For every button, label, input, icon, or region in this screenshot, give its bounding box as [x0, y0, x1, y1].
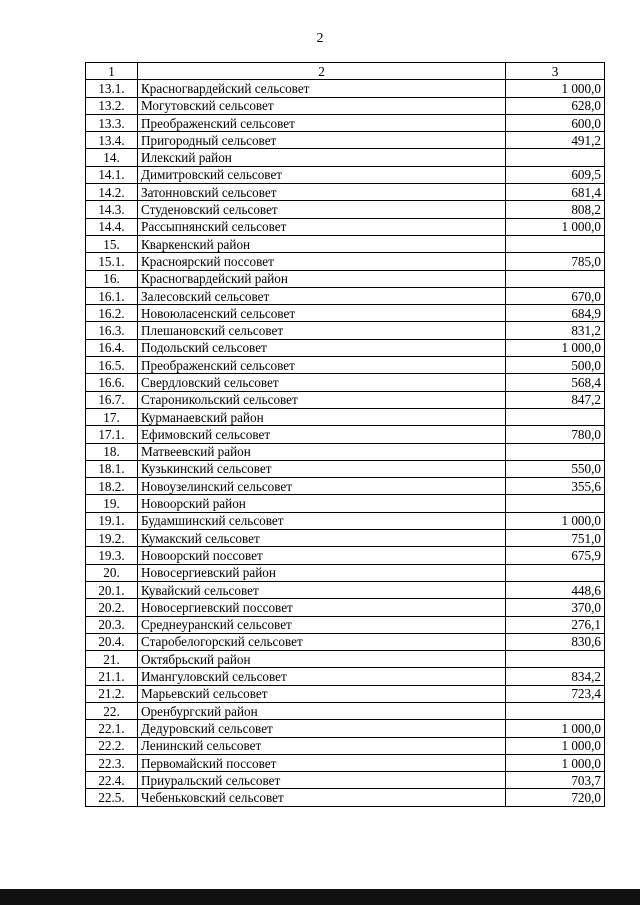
- row-name: Кузькинский сельсовет: [138, 460, 506, 477]
- table-header-row: [86, 63, 605, 80]
- row-name: Кваркенский район: [138, 235, 506, 252]
- table-row: [86, 512, 605, 529]
- row-number: 20.2.: [86, 599, 138, 616]
- row-name: Дедуровский сельсовет: [138, 720, 506, 737]
- table-row: [86, 754, 605, 771]
- table-row: [86, 374, 605, 391]
- row-value: 675,9: [506, 547, 605, 564]
- row-name: Новоюласенский сельсовет: [138, 305, 506, 322]
- row-number: 17.1.: [86, 426, 138, 443]
- table-row: [86, 184, 605, 201]
- row-value: [506, 408, 605, 425]
- row-number: 13.3.: [86, 114, 138, 131]
- table-row: [86, 97, 605, 114]
- row-name: Курманаевский район: [138, 408, 506, 425]
- row-number: 15.: [86, 235, 138, 252]
- table-row: [86, 322, 605, 339]
- row-number: 16.3.: [86, 322, 138, 339]
- row-value: 684,9: [506, 305, 605, 322]
- row-name: Будамшинский сельсовет: [138, 512, 506, 529]
- table-row: [86, 201, 605, 218]
- row-value: 808,2: [506, 201, 605, 218]
- row-value: 500,0: [506, 357, 605, 374]
- row-name: Свердловский сельсовет: [138, 374, 506, 391]
- row-value: 628,0: [506, 97, 605, 114]
- row-number: 15.1.: [86, 253, 138, 270]
- row-name: Ленинский сельсовет: [138, 737, 506, 754]
- row-value: 1 000,0: [506, 218, 605, 235]
- row-name: Краснояpский поссовет: [138, 253, 506, 270]
- row-value: 1 000,0: [506, 80, 605, 97]
- row-value: 600,0: [506, 114, 605, 131]
- row-name: Димитровский сельсовет: [138, 166, 506, 183]
- allocation-table: [85, 62, 605, 807]
- row-name: Кувайский сельсовет: [138, 581, 506, 598]
- scan-edge-bar: [0, 889, 640, 905]
- row-number: 20.: [86, 564, 138, 581]
- table-row: [86, 253, 605, 270]
- table-row: [86, 80, 605, 97]
- row-number: 16.1.: [86, 287, 138, 304]
- row-value: 834,2: [506, 668, 605, 685]
- row-value: 550,0: [506, 460, 605, 477]
- table-row: [86, 305, 605, 322]
- row-value: [506, 443, 605, 460]
- district-row: [86, 149, 605, 166]
- row-value: 1 000,0: [506, 737, 605, 754]
- district-row: [86, 564, 605, 581]
- row-number: 19.: [86, 495, 138, 512]
- table-row: [86, 391, 605, 408]
- row-value: 703,7: [506, 772, 605, 789]
- row-number: 20.4.: [86, 633, 138, 650]
- row-number: 21.: [86, 651, 138, 668]
- district-row: [86, 408, 605, 425]
- table-row: [86, 287, 605, 304]
- row-number: 20.3.: [86, 616, 138, 633]
- row-name: Марьевский сельсовет: [138, 685, 506, 702]
- row-name: Матвеевский район: [138, 443, 506, 460]
- row-value: 491,2: [506, 132, 605, 149]
- row-value: 1 000,0: [506, 720, 605, 737]
- table-row: [86, 460, 605, 477]
- table-row: [86, 478, 605, 495]
- row-number: 13.1.: [86, 80, 138, 97]
- table-row: [86, 789, 605, 806]
- row-number: 22.2.: [86, 737, 138, 754]
- row-value: [506, 702, 605, 719]
- row-number: 22.5.: [86, 789, 138, 806]
- table-row: [86, 530, 605, 547]
- row-name: Первомайский поссовет: [138, 754, 506, 771]
- row-number: 19.1.: [86, 512, 138, 529]
- row-value: [506, 495, 605, 512]
- row-number: 18.: [86, 443, 138, 460]
- row-number: 22.3.: [86, 754, 138, 771]
- row-name: Плешановский сельсовет: [138, 322, 506, 339]
- table-row: [86, 616, 605, 633]
- row-value: 568,4: [506, 374, 605, 391]
- table-row: [86, 166, 605, 183]
- row-number: 19.2.: [86, 530, 138, 547]
- row-value: 751,0: [506, 530, 605, 547]
- row-number: 16.7.: [86, 391, 138, 408]
- row-number: 13.4.: [86, 132, 138, 149]
- row-name: Старобелогорский сельсовет: [138, 633, 506, 650]
- row-value: 1 000,0: [506, 339, 605, 356]
- table-row: [86, 339, 605, 356]
- row-name: Илекский район: [138, 149, 506, 166]
- row-value: 785,0: [506, 253, 605, 270]
- row-number: 21.2.: [86, 685, 138, 702]
- row-value: 1 000,0: [506, 512, 605, 529]
- column-header-name: 2: [138, 63, 506, 80]
- row-name: Новосергиевский район: [138, 564, 506, 581]
- table-row: [86, 737, 605, 754]
- row-value: [506, 564, 605, 581]
- table-row: [86, 668, 605, 685]
- row-name: Новосергиевский поссовет: [138, 599, 506, 616]
- row-value: 723,4: [506, 685, 605, 702]
- row-name: Кумакский сельсовет: [138, 530, 506, 547]
- row-name: Могутовский сельсовет: [138, 97, 506, 114]
- row-value: 831,2: [506, 322, 605, 339]
- table-row: [86, 633, 605, 650]
- column-header-value: 3: [506, 63, 605, 80]
- row-number: 17.: [86, 408, 138, 425]
- row-number: 14.2.: [86, 184, 138, 201]
- row-name: Имангуловский сельсовет: [138, 668, 506, 685]
- row-name: Октябрьский район: [138, 651, 506, 668]
- row-value: 448,6: [506, 581, 605, 598]
- table-row: [86, 218, 605, 235]
- row-number: 14.1.: [86, 166, 138, 183]
- row-name: Красногвардейский район: [138, 270, 506, 287]
- table-row: [86, 132, 605, 149]
- table-row: [86, 114, 605, 131]
- row-value: 720,0: [506, 789, 605, 806]
- table-row: [86, 772, 605, 789]
- page-number: 2: [316, 31, 324, 46]
- row-value: 355,6: [506, 478, 605, 495]
- row-number: 22.4.: [86, 772, 138, 789]
- row-number: 16.2.: [86, 305, 138, 322]
- district-row: [86, 235, 605, 252]
- table-row: [86, 547, 605, 564]
- row-value: [506, 270, 605, 287]
- row-value: 780,0: [506, 426, 605, 443]
- row-number: 22.: [86, 702, 138, 719]
- row-name: Новоорский район: [138, 495, 506, 512]
- column-header-number: 1: [86, 63, 138, 80]
- row-number: 18.1.: [86, 460, 138, 477]
- row-value: 847,2: [506, 391, 605, 408]
- row-number: 18.2.: [86, 478, 138, 495]
- district-row: [86, 443, 605, 460]
- table-row: [86, 426, 605, 443]
- row-name: Залесовский сельсовет: [138, 287, 506, 304]
- district-row: [86, 702, 605, 719]
- table-body: [86, 80, 605, 806]
- row-value: 276,1: [506, 616, 605, 633]
- row-name: Ефимовский сельсовет: [138, 426, 506, 443]
- row-value: 370,0: [506, 599, 605, 616]
- row-name: Оренбургский район: [138, 702, 506, 719]
- row-name: Новоузелинский сельсовет: [138, 478, 506, 495]
- row-number: 14.4.: [86, 218, 138, 235]
- row-name: Среднеуранский сельсовет: [138, 616, 506, 633]
- table-row: [86, 720, 605, 737]
- row-value: 1 000,0: [506, 754, 605, 771]
- row-value: [506, 235, 605, 252]
- row-number: 16.4.: [86, 339, 138, 356]
- row-number: 13.2.: [86, 97, 138, 114]
- district-row: [86, 495, 605, 512]
- row-number: 19.3.: [86, 547, 138, 564]
- table-row: [86, 357, 605, 374]
- row-name: Студеновский сельсовет: [138, 201, 506, 218]
- district-row: [86, 270, 605, 287]
- row-name: Чебеньковский сельсовет: [138, 789, 506, 806]
- table-row: [86, 599, 605, 616]
- row-value: 681,4: [506, 184, 605, 201]
- row-number: 21.1.: [86, 668, 138, 685]
- table-row: [86, 581, 605, 598]
- row-value: [506, 651, 605, 668]
- row-name: Пригородный сельсовет: [138, 132, 506, 149]
- row-name: Староникольский сельсовет: [138, 391, 506, 408]
- row-name: Красногвардейский сельсовет: [138, 80, 506, 97]
- row-name: Новоорский поссовет: [138, 547, 506, 564]
- row-number: 20.1.: [86, 581, 138, 598]
- row-name: Подольский сельсовет: [138, 339, 506, 356]
- row-value: [506, 149, 605, 166]
- row-name: Преображенский сельсовет: [138, 114, 506, 131]
- row-value: 670,0: [506, 287, 605, 304]
- row-value: 609,5: [506, 166, 605, 183]
- row-number: 14.3.: [86, 201, 138, 218]
- row-number: 16.5.: [86, 357, 138, 374]
- row-number: 22.1.: [86, 720, 138, 737]
- district-row: [86, 651, 605, 668]
- row-number: 14.: [86, 149, 138, 166]
- row-name: Рассыпнянский сельсовет: [138, 218, 506, 235]
- row-number: 16.: [86, 270, 138, 287]
- row-value: 830,6: [506, 633, 605, 650]
- row-name: Затонновский сельсовет: [138, 184, 506, 201]
- row-name: Приуральский сельсовет: [138, 772, 506, 789]
- row-number: 16.6.: [86, 374, 138, 391]
- row-name: Преображенский сельсовет: [138, 357, 506, 374]
- table-row: [86, 685, 605, 702]
